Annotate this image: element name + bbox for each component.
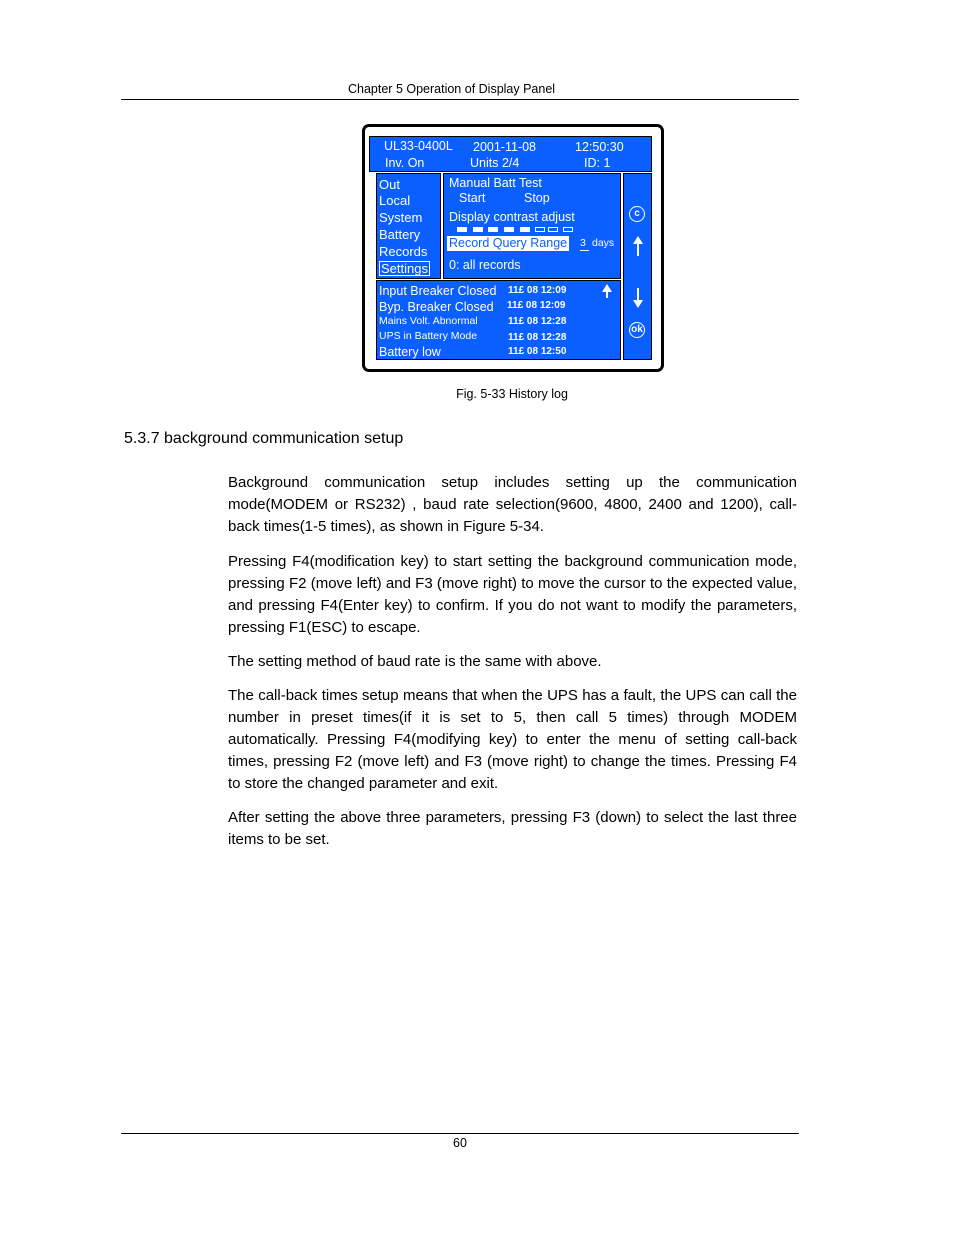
- menu-item-settings[interactable]: Settings: [381, 261, 428, 276]
- ok-button[interactable]: ok: [629, 322, 645, 338]
- contrast-segment: [457, 227, 467, 232]
- section-title: 5.3.7 background communication setup: [124, 430, 404, 447]
- log-time: 11£ 08 12:50: [508, 346, 567, 357]
- log-event: Input Breaker Closed: [379, 284, 497, 298]
- paragraph: Pressing F4(modification key) to start setting the background communication mode, pressing F2 (move left) and F3 (move right) to move the cursor to the expected value, and pressing F4(Enter key) to confirm. If you do not want to modify the parameters, pressing F1(ESC) to escape.: [228, 553, 797, 636]
- menu-item-out[interactable]: Out: [379, 177, 400, 192]
- id-label: ID: 1: [584, 156, 611, 170]
- log-time: 11£ 08 12:28: [508, 332, 567, 343]
- menu-item-records[interactable]: Records: [379, 244, 428, 259]
- contrast-segment: [563, 227, 573, 232]
- paragraph: Background communication setup includes setting up the communication mode(MODEM or RS232) , baud rate selection(9600, 4800, 2400 and 1200), call-back times(1-5 times), as shown in Figure 5-34.: [228, 474, 797, 535]
- paragraph: After setting the above three parameters, pressing F3 (down) to select the last three items to be set.: [228, 809, 797, 848]
- log-time: 11£ 08 12:09: [507, 300, 566, 311]
- time-label: 12:50:30: [575, 140, 624, 154]
- figure-caption: Fig. 5-33 History log: [456, 387, 568, 401]
- date-label: 2001-11-08: [473, 140, 537, 154]
- log-event: Mains Volt. Abnormal: [379, 315, 478, 327]
- contrast-segment: [535, 227, 545, 232]
- lcd-display: [362, 124, 664, 372]
- log-event: Byp. Breaker Closed: [379, 300, 494, 314]
- units-label: Units 2/4: [470, 156, 520, 170]
- contrast-segment: [548, 227, 558, 232]
- menu-item-battery[interactable]: Battery: [379, 227, 421, 242]
- page-number: 60: [453, 1136, 467, 1150]
- footer-rule: [121, 1133, 799, 1134]
- status-bar: [369, 136, 652, 172]
- contrast-segment: [504, 227, 514, 232]
- settings-panel: [443, 173, 621, 279]
- log-event: Battery low: [379, 345, 441, 359]
- menu-item-system[interactable]: System: [379, 210, 423, 225]
- arrow-down-icon[interactable]: [637, 288, 639, 302]
- query-range-value[interactable]: 3: [580, 238, 589, 251]
- record-query-range[interactable]: Record Query Range: [449, 236, 568, 250]
- paragraph: The setting method of baud rate is the same with above.: [228, 653, 602, 670]
- contrast-label: Display contrast adjust: [449, 210, 575, 224]
- start-option[interactable]: Start: [459, 191, 486, 205]
- log-scroll-up-icon[interactable]: [606, 290, 608, 298]
- side-controls: [623, 173, 652, 360]
- paragraph: The call-back times setup means that when the UPS has a fault, the UPS can call the number in preset times(if it is set to 5, then call 5 times) through MODEM automatically. Pressing F4(modifying key) to enter the menu of setting call-back times, pressing F2 (move left) and F3 (move right) to change the times. Pressing F4 to store the changed parameter and exit.: [228, 687, 797, 792]
- all-records-note: 0: all records: [449, 258, 521, 272]
- log-time: 11£ 08 12:28: [508, 316, 567, 327]
- contrast-segment: [520, 227, 530, 232]
- contrast-segment: [473, 227, 483, 232]
- batt-test-label: Manual Batt Test: [449, 176, 542, 190]
- history-log: [376, 280, 621, 360]
- cancel-button[interactable]: c: [629, 206, 645, 222]
- main-menu: [376, 173, 441, 279]
- stop-option[interactable]: Stop: [524, 191, 550, 205]
- contrast-segment: [488, 227, 498, 232]
- query-range-unit: days: [592, 237, 615, 249]
- menu-item-local[interactable]: Local: [379, 193, 411, 208]
- log-time: 11£ 08 12:09: [508, 285, 567, 296]
- log-event: UPS in Battery Mode: [379, 330, 478, 342]
- chapter-header: Chapter 5 Operation of Display Panel: [348, 82, 556, 96]
- model-label: UL33-0400L: [384, 139, 453, 153]
- arrow-up-icon[interactable]: [637, 242, 639, 256]
- inverter-status: Inv. On: [385, 156, 425, 170]
- header-rule: [121, 99, 799, 100]
